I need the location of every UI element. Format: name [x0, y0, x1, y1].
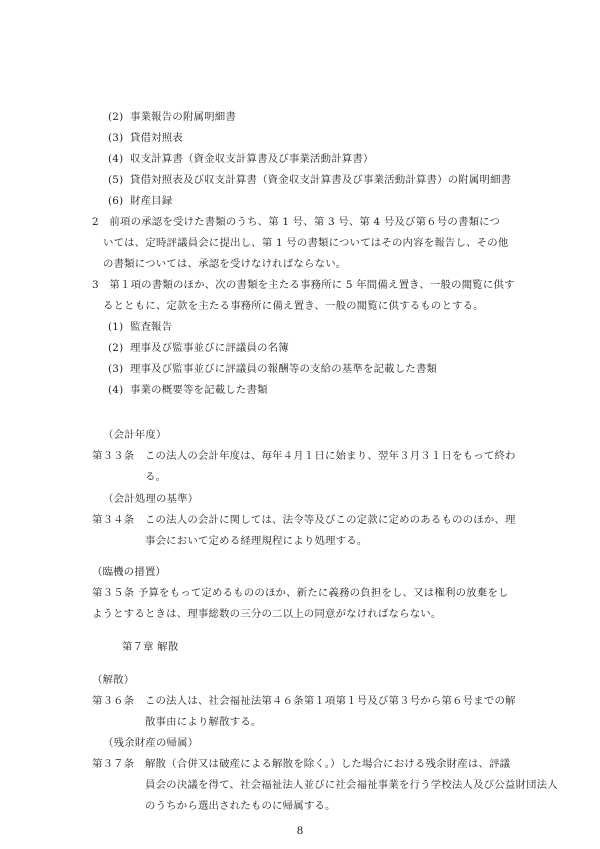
article-heading: （臨機の措置） — [92, 566, 167, 578]
list-item: (2) 事業報告の附属明細書 — [108, 111, 236, 123]
paragraph-line: の書類については、承認を受けなければならない。 — [103, 258, 347, 270]
article-line: 第３５条 予算をもって定めるもののほか、新たに義務の負担をし、又は権利の放棄をし — [92, 587, 509, 599]
list-item: (2) 理事及び監事並びに評議員の名簿 — [108, 342, 289, 354]
list-item: (5) 貸借対照表及び収支計算書（資金収支計算書及び事業活動計算書）の附属明細書 — [108, 174, 512, 186]
article-line: 員会の決議を得て、社会福祉法人並びに社会福祉事業を行う学校法人及び公益財団法人 — [145, 779, 558, 791]
paragraph-line: 3 第１項の書類のほか、次の書類を主たる事務所に 5 年間備え置き、一般の閲覧に供す — [92, 279, 515, 291]
article-line: 第３３条 この法人の会計年度は、毎年４月１日に始まり、翌年３月３１日をもって終わ — [92, 450, 516, 462]
article-line: のうちから選出されたものに帰属する。 — [145, 800, 336, 812]
article-heading: （残余財産の帰属） — [103, 737, 199, 749]
list-item: (1) 監査報告 — [108, 321, 173, 333]
paragraph-line: るとともに、定款を主たる事務所に備え置き、一般の閲覧に供するものとする。 — [103, 300, 484, 312]
article-line: る。 — [145, 471, 167, 483]
list-item: (3) 貸借対照表 — [108, 132, 183, 144]
chapter-title: 第７章 解散 — [122, 641, 179, 653]
paragraph-line: いては、定時評議員会に提出し、第 1 号の書類についてはその内容を報告し、その他 — [103, 237, 509, 249]
list-item: (4) 事業の概要等を記載した書類 — [108, 384, 268, 396]
article-heading: （解散） — [92, 674, 135, 686]
list-item: (3) 理事及び監事並びに評議員の報酬等の支給の基準を記載した書類 — [108, 363, 438, 375]
article-line: ようとするときは、理事総数の三分の二以上の同意がなければならない。 — [92, 608, 442, 620]
article-line: 第３６条 この法人は、社会福祉法第４６条第１項第１号及び第３号から第６号までの解 — [92, 695, 516, 707]
article-heading: （会計年度） — [103, 429, 167, 441]
article-line: 散事由により解散する。 — [145, 716, 262, 728]
article-line: 事会において定める経理規程により処理する。 — [145, 535, 368, 547]
article-heading: （会計処理の基準） — [103, 493, 199, 505]
paragraph-line: 2 前項の承認を受けた書類のうち、第 1 号、第 3 号、第 4 号及び第６号の書類につ — [92, 216, 501, 228]
list-item: (4) 収支計算書（資金収支計算書及び事業活動計算書） — [108, 153, 374, 165]
list-item: (6) 財産目録 — [108, 195, 173, 207]
article-line: 第３７条 解散（合併又は破産による解散を除く。）した場合における残余財産は、評議 — [92, 758, 511, 770]
article-line: 第３４条 この法人の会計に関しては、法令等及びこの定款に定めのあるもののほか、理 — [92, 514, 516, 526]
page-number: 8 — [296, 825, 304, 837]
